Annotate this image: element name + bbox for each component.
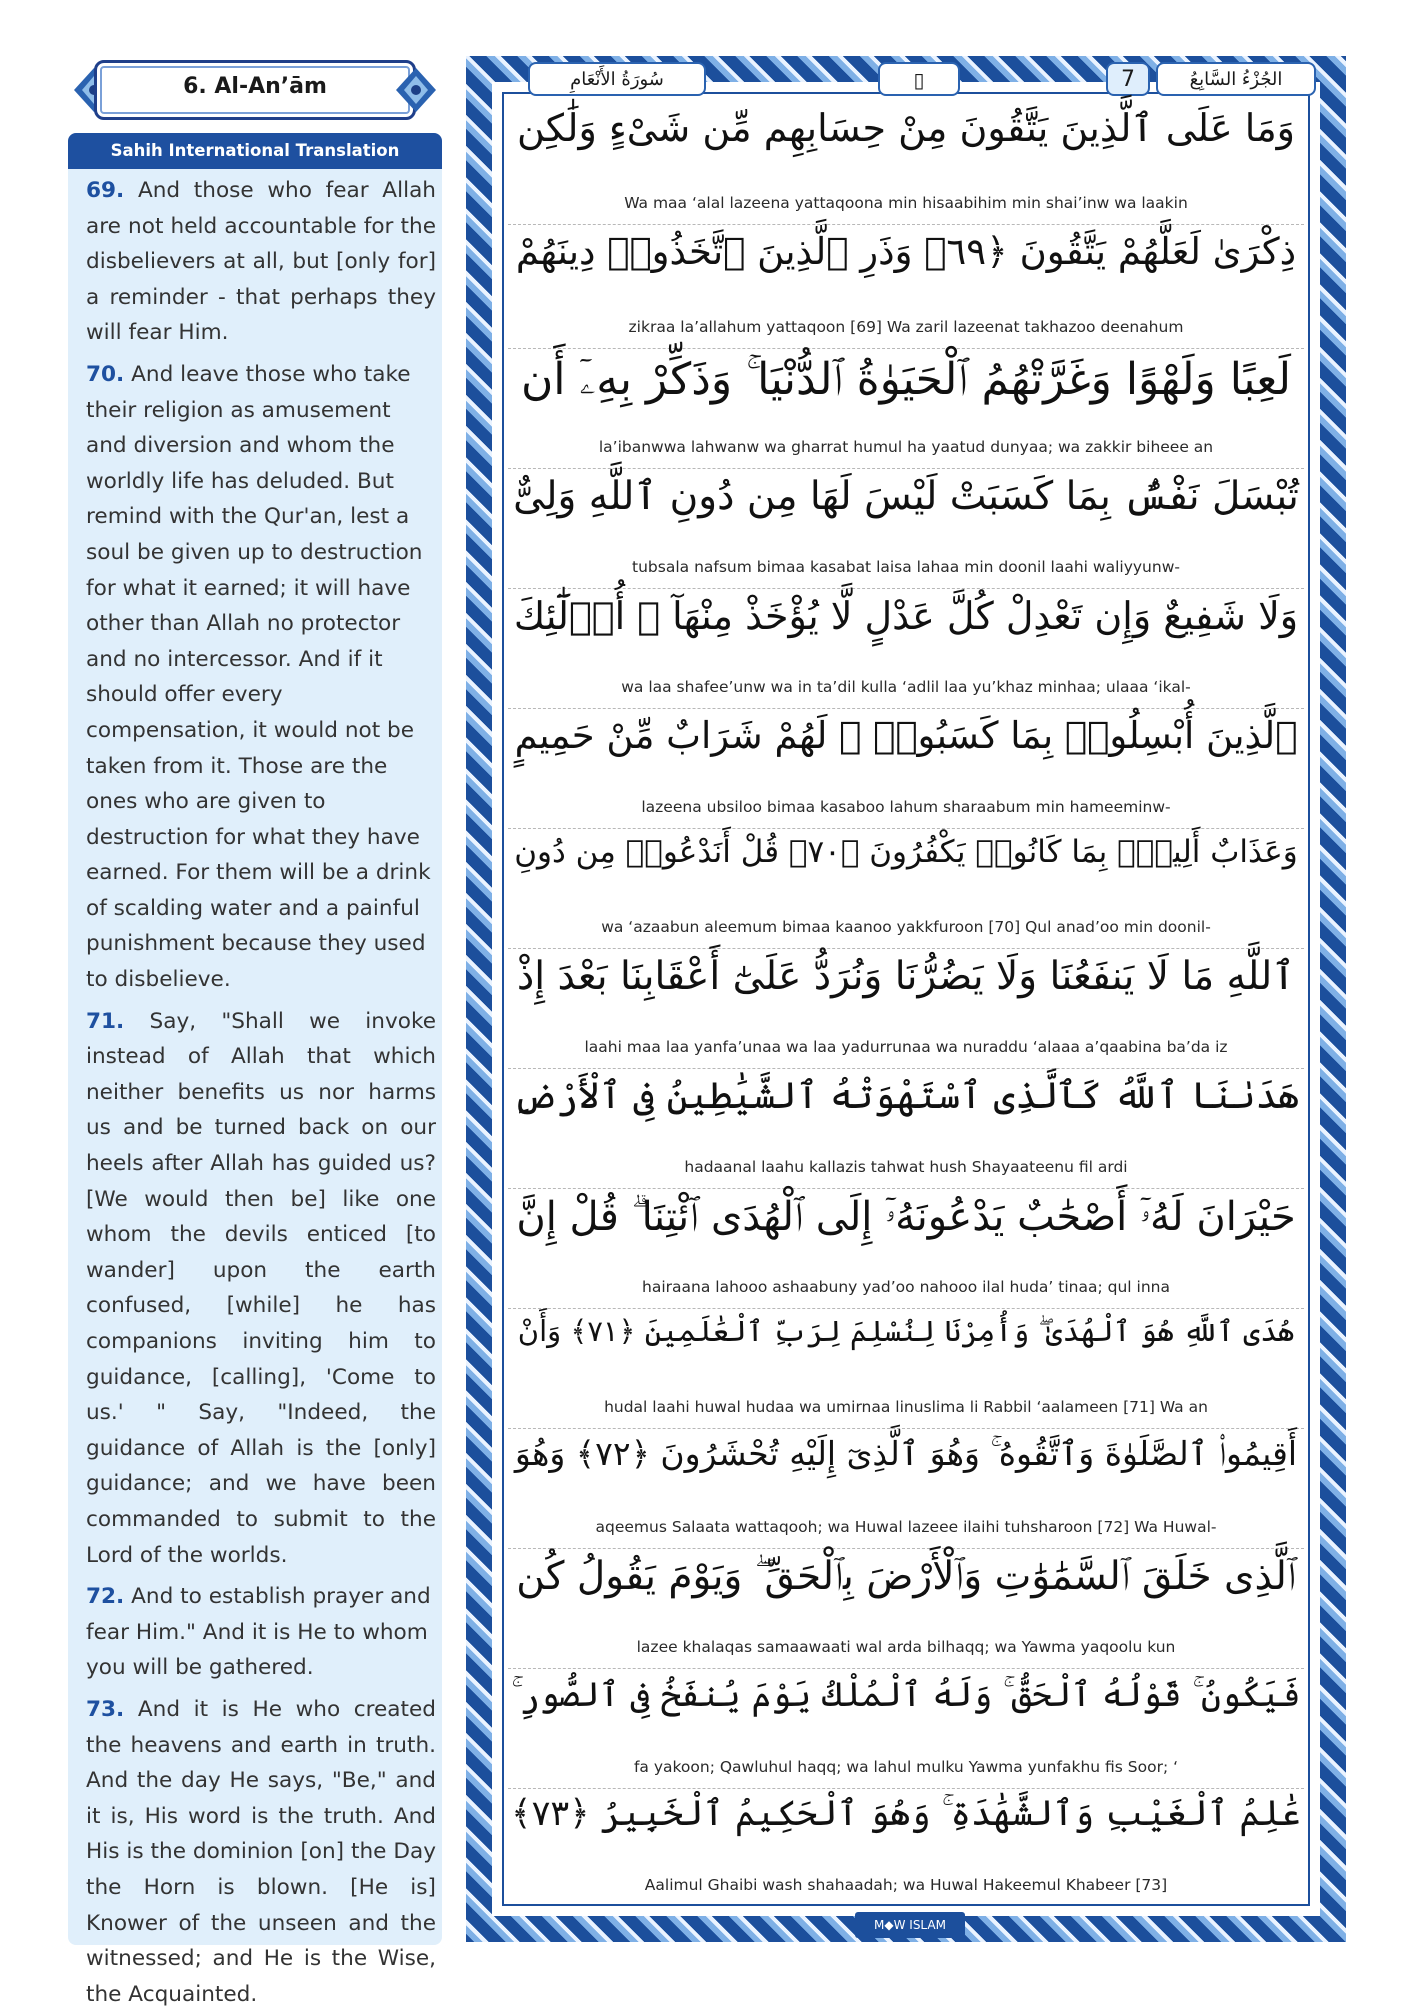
verse-text: And to establish prayer and fear Him." And it is He to whom you will be gathered. [86, 1584, 431, 1681]
arabic-text: ذِكْرَىٰ لَعَلَّهُمْ يَتَّقُونَ ﴿٦٩﴾ وَذَرِ ٱلَّذِينَ ٱتَّخَذُوا۟ دِينَهُمْ [515, 230, 1297, 273]
arabic-text: عَٰلِمُ ٱلْغَيْبِ وَٱلشَّهَٰدَةِ ۚ وَهُوَ ٱلْحَكِيمُ ٱلْخَبِيرُ ﴿٧٣﴾ [511, 1794, 1301, 1834]
transliteration: Wa maa ‘alal lazeena yattaqoona min hisaabihim min shai’inw wa laakin [624, 194, 1188, 212]
verse-number: 73. [86, 1696, 125, 1722]
transliteration: fa yakoon; Qawluhul haqq; wa lahul mulku Yawma yunfakhu fis Soor; ‘ [633, 1758, 1179, 1776]
page-marker-icon: ▯ [878, 62, 960, 96]
verse-text: And it is He who created the heavens and earth in truth. And the day He says, "Be," and it is, His word is the truth. And His is the dominion [on] the Day the Horn is blown. [He is] Knower of the unseen and the witnessed; and He is the Wise, the Acquainted. [86, 1696, 436, 2007]
arabic-text: تُبْسَلَ نَفْسٌۢ بِمَا كَسَبَتْ لَيْسَ لَهَا مِن دُونِ ٱللَّهِ وَلِىٌّ [513, 474, 1299, 519]
arabic-text: ٱلَّذِينَ أُبْسِلُوا۟ بِمَا كَسَبُوا۟ ۖ لَهُمْ شَرَابٌ مِّنْ حَمِيمٍ [514, 714, 1298, 757]
verse-text: And leave those who take their religion as amusement and diversion and whom the worldly life has deluded. But remind with the Qur'an, lest a soul be given up to destruction for what it earned; it will have other than Allah no protector and no intercessor. And if it should offer every compensation, it would not be taken from it. Those are the ones who are given to destruction for what they have earned. For them will be a drink of scalding water and a painful punishment because they used to disbelieve. [86, 361, 431, 993]
quran-line-3 [508, 352, 1304, 469]
verse-text: Say, "Shall we invoke instead of Allah that which neither benefits us nor harms us and be turned back on our heels after Allah has guided us? [We would then be] like one whom the devils enticed [to wander] upon the earth confused, [while] he has companions inviting him to guidance, [calling], 'Come to us.' " Say, "Indeed, the guidance of Allah is the [only] guidance; and we have been commanded to submit to the Lord of the worlds. [86, 1008, 437, 1568]
transliteration: wa ‘azaabun aleemum bimaa kaanoo yakkfuroon [70] Qul anad’oo min doonil- [601, 918, 1211, 936]
arabic-text: هَدَىٰنَا ٱللَّهُ كَٱلَّذِى ٱسْتَهْوَتْهُ ٱلشَّيَٰطِينُ فِى ٱلْأَرْضِ [513, 1074, 1299, 1117]
surah-title: 6. Al-An’ām [183, 74, 327, 99]
arabic-text: وَلَا شَفِيعٌ وَإِن تَعْدِلْ كُلَّ عَدْلٍ لَّا يُؤْخَذْ مِنْهَآ ۗ أُو۟لَٰٓئِكَ [513, 594, 1299, 638]
quran-line-2 [508, 228, 1304, 349]
transliteration: aqeemus Salaata wattaqooh; wa Huwal lazeee ilaihi tuhsharoon [72] Wa Huwal- [595, 1518, 1217, 1536]
transliteration: Aalimul Ghaibi wash shahaadah; wa Huwal Hakeemul Khabeer [73] [644, 1876, 1168, 1894]
page-surah-name: سُورَةُ الأَنْعَامِ [528, 62, 706, 96]
arabic-text: ٱللَّهِ مَا لَا يَنفَعُنَا وَلَا يَضُرُّنَا وَنُرَدُّ عَلَىٰٓ أَعْقَابِنَا بَعْدَ إِذْ [516, 954, 1296, 999]
quran-line-7 [508, 832, 1304, 949]
translation-panel [68, 169, 442, 2007]
transliteration: hudal laahi huwal hudaa wa umirnaa linuslima li Rabbil ‘aalameen [71] Wa an [604, 1398, 1208, 1416]
quran-line-13 [508, 1552, 1304, 1669]
translation-header: Sahih International Translation [68, 133, 442, 169]
translation-verse-72 [86, 1579, 436, 1686]
arabic-text: وَعَذَابٌ أَلِيمٌۢ بِمَا كَانُوا۟ يَكْفُرُونَ ﴿٧٠﴾ قُلْ أَنَدْعُوا۟ مِن دُونِ [514, 834, 1298, 870]
quran-line-9 [508, 1072, 1304, 1189]
quran-line-10 [508, 1192, 1304, 1309]
site-logo: M◆W ISLAM [855, 1912, 965, 1938]
transliteration: tubsala nafsum bimaa kasabat laisa lahaa min doonil laahi waliyyunw- [632, 558, 1180, 576]
arabic-text: هُدَى ٱللَّهِ هُوَ ٱلْهُدَىٰ ۖ وَأُمِرْنَا لِنُسْلِمَ لِرَبِّ ٱلْعَٰلَمِينَ ﴿٧١﴾ وَأَنْ [517, 1314, 1295, 1348]
transliteration: la’ibanwwa lahwanw wa gharrat humul ha yaatud dunyaa; wa zakkir biheee an [598, 438, 1214, 456]
transliteration: lazeena ubsiloo bimaa kasaboo lahum sharaabum min hameeminw- [641, 798, 1171, 816]
transliteration: hairaana lahooo ashaabuny yad’oo nahooo ilal huda’ tinaa; qul inna [642, 1278, 1170, 1296]
arabic-text: لَعِبًا وَلَهْوًا وَغَرَّتْهُمُ ٱلْحَيَوٰةُ ٱلدُّنْيَا ۚ وَذَكِّرْ بِهِۦٓ أَن [520, 354, 1292, 405]
arabic-text: وَمَا عَلَى ٱلَّذِينَ يَتَّقُونَ مِنْ حِسَابِهِم مِّن شَىْءٍ وَلَٰكِن [516, 106, 1296, 150]
quran-line-5 [508, 592, 1304, 709]
verse-number: 71. [86, 1008, 125, 1034]
arabic-text: حَيْرَانَ لَهُۥٓ أَصْحَٰبٌ يَدْعُونَهُۥٓ إِلَى ٱلْهُدَى ٱئْتِنَا ۗ قُلْ إِنَّ [516, 1194, 1296, 1240]
translation-verse-73 [86, 1692, 436, 2012]
transliteration: laahi maa laa yanfa’unaa wa laa yadurrunaa wa nuraddu ‘alaaa a’qaabina ba’da iz [584, 1038, 1228, 1056]
page-juz-name: الجُزْءُ السَّابِعُ [1156, 62, 1316, 96]
transliteration: lazee khalaqas samaawaati wal arda bilhaqq; wa Yawma yaqoolu kun [636, 1638, 1176, 1656]
transliteration: zikraa la’allahum yattaqoon [69] Wa zaril lazeenat takhazoo deenahum [628, 318, 1184, 336]
quran-line-1 [508, 104, 1304, 225]
arabic-text: ٱلَّذِى خَلَقَ ٱلسَّمَٰوَٰتِ وَٱلْأَرْضَ بِٱلْحَقِّ ۖ وَيَوْمَ يَقُولُ كُن [516, 1554, 1296, 1599]
verse-number: 72. [86, 1584, 125, 1610]
quran-line-15 [508, 1792, 1304, 1904]
transliteration: hadaanal laahu kallazis tahwat hush Shayaateenu fil ardi [684, 1158, 1128, 1176]
transliteration: wa laa shafee’unw wa in ta’dil kulla ‘adlil laa yu’khaz minhaa; ulaaa ‘ikal- [621, 678, 1191, 696]
arabic-text: فَيَكُونُ ۚ قَوْلُهُ ٱلْحَقُّ ۚ وَلَهُ ٱلْمُلْكُ يَوْمَ يُنفَخُ فِى ٱلصُّورِ ۚ [511, 1675, 1301, 1715]
quran-line-6 [508, 712, 1304, 829]
quran-line-4 [508, 472, 1304, 589]
translation-verse-69 [86, 173, 436, 351]
quran-line-11 [508, 1312, 1304, 1429]
quran-line-8 [508, 952, 1304, 1069]
translation-verse-71 [86, 1004, 436, 1574]
verse-text: And those who fear Allah are not held accountable for the disbelievers at all, but [only for] a reminder - that perhaps they will fear Him. [86, 178, 436, 346]
surah-title-badge [70, 60, 440, 120]
verse-number: 69. [86, 178, 125, 203]
right-ornament-icon [392, 64, 440, 116]
quran-line-12 [508, 1432, 1304, 1549]
arabic-text: أَقِيمُوا۟ ٱلصَّلَوٰةَ وَٱتَّقُوهُ ۚ وَهُوَ ٱلَّذِىٓ إِلَيْهِ تُحْشَرُونَ ﴿٧٢﴾ وَهُوَ [514, 1434, 1298, 1473]
quran-line-14 [508, 1672, 1304, 1789]
translation-verse-70 [86, 357, 436, 998]
verse-number: 70. [86, 361, 125, 387]
page-number: 7 [1106, 62, 1150, 96]
